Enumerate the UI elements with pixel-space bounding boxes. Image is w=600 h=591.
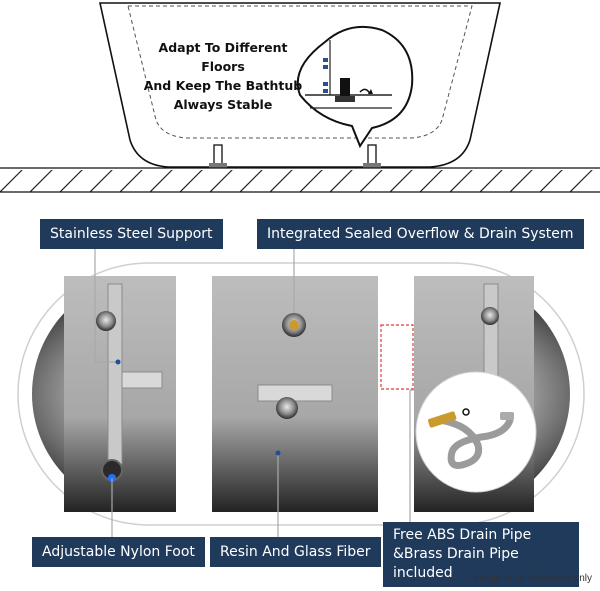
left-foot-base — [209, 163, 227, 168]
right-adjuster-icon — [481, 307, 499, 325]
right-foot-base — [363, 163, 381, 168]
drain-pipe-inset — [416, 372, 536, 492]
callout-line-1: Adapt To Different Floors — [158, 40, 288, 74]
stability-callout — [138, 38, 308, 114]
floor-hatch — [0, 170, 600, 192]
drain-pipe-line-1: Free ABS Drain Pipe — [393, 527, 532, 543]
drain-valve-core — [289, 320, 299, 330]
label-stainless-steel-support: Stainless Steel Support — [40, 219, 223, 249]
label-overflow-drain-system: Integrated Sealed Overflow & Drain System — [257, 219, 584, 249]
reference-footnote: Image is for reference only — [473, 573, 592, 584]
adjuster-bolt-icon — [96, 311, 116, 331]
callout-line-3: Always Stable — [173, 97, 273, 112]
callout-line-2: And Keep The Bathtub — [143, 78, 303, 93]
steel-support-rail — [108, 284, 122, 464]
right-support-rail — [484, 284, 498, 384]
label-resin-glass-fiber: Resin And Glass Fiber — [210, 537, 381, 567]
point-resin — [276, 451, 281, 456]
center-adjuster-icon — [276, 397, 298, 419]
frame-bar-left — [176, 268, 212, 516]
frame-bar-right — [378, 268, 414, 516]
center-bracket — [258, 385, 332, 401]
top-view — [18, 246, 584, 540]
support-bracket — [122, 372, 162, 388]
point-stainless — [116, 360, 121, 365]
label-adjustable-nylon-foot: Adjustable Nylon Foot — [32, 537, 205, 567]
drain-pipe-line-2: &Brass Drain Pipe included — [393, 546, 519, 581]
